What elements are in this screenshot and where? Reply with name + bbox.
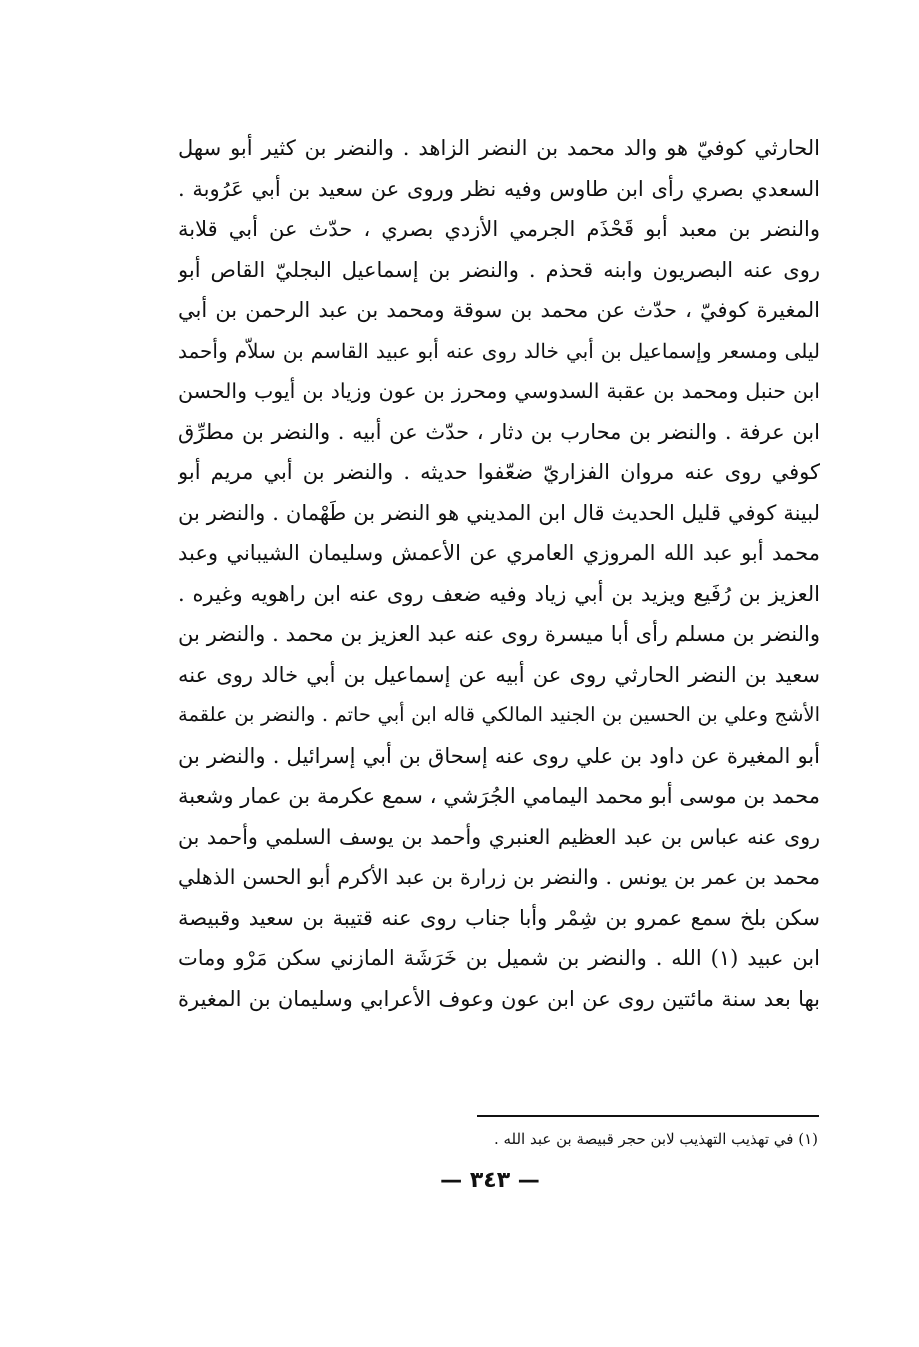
- text-line: لبينة كوفي قليل الحديث قال ابن المديني هو النضر بن طَهْمان . والنضر بن: [178, 500, 820, 525]
- page-number: — ٣٤٣ —: [440, 1168, 540, 1193]
- text-line: بها بعد سنة مائتين روى عن ابن عون وعوف الأعرابي وسليمان بن المغيرة: [178, 986, 820, 1011]
- text-line: سعيد بن النضر الحارثي روى عن أبيه عن إسماعيل بن أبي خالد روى عنه: [178, 662, 820, 687]
- text-line: محمد بن موسى أبو محمد اليمامي الجُرَشي ، سمع عكرمة بن عمار وشعبة: [178, 784, 820, 808]
- text-line: والنضر بن معبد أبو قَحْذَم الجرمي الأزدي بصري ، حدّث عن أبي قلابة: [178, 217, 820, 241]
- text-line: ابن عبيد (١) الله . والنضر بن شميل بن خَرَشَة المازني سكن مَرْو ومات: [178, 946, 820, 970]
- text-line: والنضر بن مسلم رأى أبا ميسرة روى عنه عبد العزيز بن محمد . والنضر بن: [178, 622, 820, 646]
- text-line: كوفي روى عنه مروان الفزاريّ ضعّفوا حديثه . والنضر بن أبي مريم أبو: [178, 460, 820, 484]
- text-line: الأشج وعلي بن الحسين بن الجنيد المالكي قاله ابن أبي حاتم . والنضر بن علقمة: [178, 703, 820, 726]
- body-text: [178, 128, 820, 1019]
- text-line: محمد أبو عبد الله المروزي العامري عن الأعمش وسليمان الشيباني وعبد: [178, 541, 820, 565]
- footnote-divider: [477, 1115, 819, 1117]
- text-line: ليلى ومسعر وإسماعيل بن أبي خالد روى عنه أبو عبيد القاسم بن سلاّم وأحمد: [178, 338, 820, 363]
- text-line: محمد بن عمر بن يونس . والنضر بن زرارة بن عبد الأكرم أبو الحسن الذهلي: [178, 865, 820, 889]
- text-line: روى عنه البصريون وابنه قحذم . والنضر بن إسماعيل البجليّ القاص أبو: [178, 257, 820, 282]
- text-line: السعدي بصري رأى ابن طاوس وفيه نظر وروى عن سعيد بن أبي عَرُوبة .: [178, 176, 820, 201]
- text-line: العزيز بن رُفَيع ويزيد بن أبي زياد وفيه ضعف روى عنه ابن راهويه وغيره .: [178, 581, 820, 606]
- text-line: المغيرة كوفيّ ، حدّث عن محمد بن سوقة ومحمد بن عبد الرحمن بن أبي: [178, 298, 820, 322]
- text-line: ابن حنبل ومحمد بن عقبة السدوسي ومحرز بن عون وزياد بن أيوب والحسن: [178, 379, 820, 403]
- footnote: (١) في تهذيب التهذيب لابن حجر قبيصة بن عبد الله .: [493, 1130, 818, 1148]
- text-line: أبو المغيرة عن داود بن علي روى عنه إسحاق بن أبي إسرائيل . والنضر بن: [178, 743, 820, 768]
- text-line: روى عنه عباس بن عبد العظيم العنبري وأحمد بن يوسف السلمي وأحمد بن: [178, 824, 820, 849]
- text-line: ابن عرفة . والنضر بن محارب بن دثار ، حدّث عن أبيه . والنضر بن مطرِّق: [178, 419, 820, 444]
- text-line: الحارثي كوفيّ هو والد محمد بن النضر الزاهد . والنضر بن كثير أبو سهل: [178, 136, 820, 160]
- text-line: سكن بلخ سمع عمرو بن شِمْر وأبا جناب روى عنه قتيبة بن سعيد وقبيصة: [178, 905, 820, 930]
